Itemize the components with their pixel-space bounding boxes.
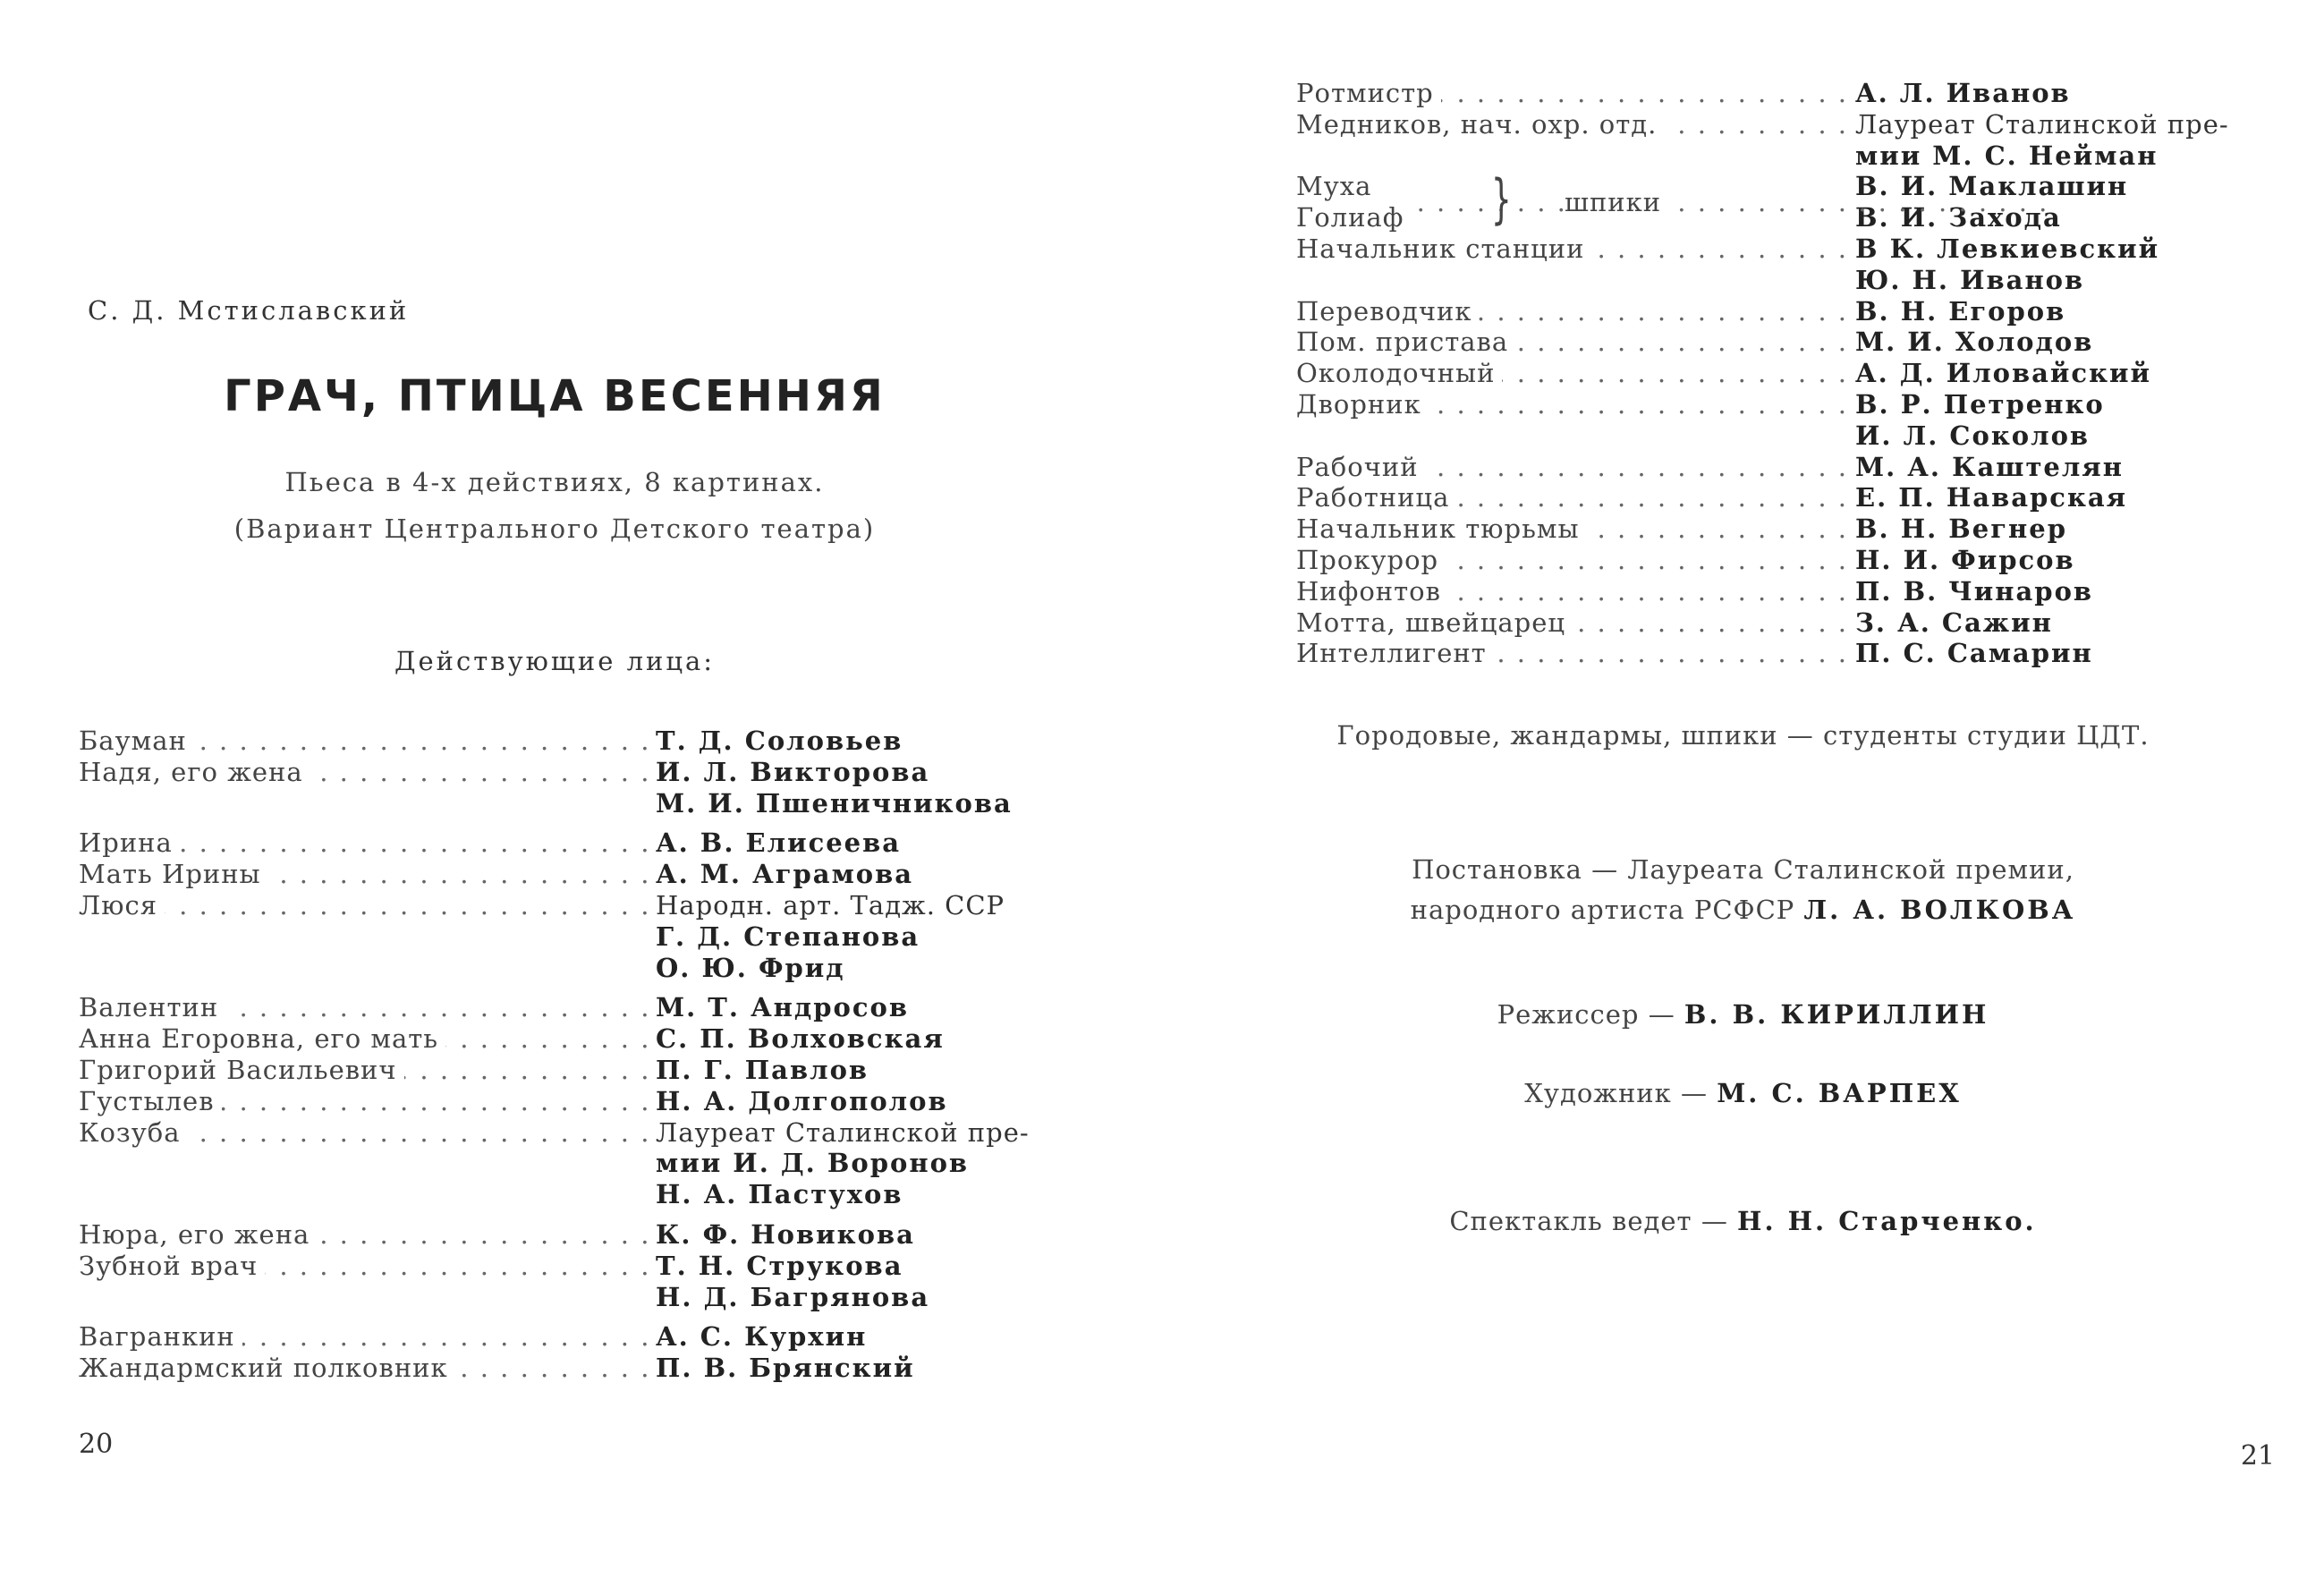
cast-role-name: Переводчик [1296,296,1479,327]
cast-actors [1855,233,2289,296]
play-subtitle: Пьеса в 4-х действиях, 8 картинах. [284,467,825,497]
actor-name: Е. П. Наварская [1855,482,2128,513]
cast-actors [656,1117,1072,1210]
cast-role-name: Рабочий [1296,452,1426,482]
brace-icon: } [1490,168,1513,232]
actor-name: А. Д. Иловайский [1855,358,2152,389]
cast-row [1296,638,2289,669]
cast-role [79,1023,656,1055]
page-number-right: 21 [2240,1440,2275,1472]
cast-role-name: Прокурор [1296,545,1446,575]
cast-actors [1855,513,2289,545]
cast-row [79,1321,1072,1353]
cast-role-name: Зубной врач [79,1251,265,1281]
cast-role-name: Бауман [79,725,194,756]
cast-role-name: Пом. пристава [1296,327,1515,357]
cast-role [79,827,656,859]
cast-role-name: Ирина [79,827,180,858]
play-title: ГРАЧ, ПТИЦА ВЕСЕННЯЯ [224,371,886,421]
cast-role [1296,358,1855,389]
director-label: Режиссер — [1497,999,1675,1030]
cast-role [79,1219,656,1251]
stage-manager-credit [1162,1206,2324,1236]
cast-row [79,1117,1072,1210]
cast-row [79,1023,1072,1055]
cast-role-name: Люся [79,890,165,920]
actor-name: П. В. Чинаров [1855,575,2094,607]
director-credit [1162,999,2324,1030]
cast-row [1296,482,2289,513]
cast-actors [656,1055,1072,1086]
cast-role-name: Надя, его жена [79,757,310,787]
cast-actors [1855,452,2289,483]
actor-name: А. С. Курхин [656,1321,868,1353]
cast-role-name: Мать Ирины [79,859,268,889]
cast-row [1296,358,2289,389]
cast-role [79,725,656,757]
cast-actors [1855,389,2289,452]
cast-actors [1855,482,2289,513]
actor-name: Лауреат Сталинской пре- [1855,108,2229,140]
actor-name: К. Ф. Новикова [656,1218,915,1250]
cast-row [1296,78,2289,109]
actor-name: М. А. Каштелян [1855,451,2124,482]
actor-name: мии И. Д. Воронов [656,1148,970,1179]
actor-name: А. М. Аграмова [656,859,914,890]
cast-role [1296,638,1855,669]
cast-role [1296,452,1855,483]
actor-name: В. И. Маклашин [1855,171,2129,202]
cast-role-name: Медников, нач. охр. отд. [1296,109,1664,140]
actor-name: Н. А. Долгополов [656,1085,948,1116]
cast-role-name: Околодочный [1296,358,1502,388]
actor-name: Т. Д. Соловьев [656,725,903,756]
actor-name: А. Л. Иванов [1855,78,2071,108]
cast-role [1296,296,1855,327]
cast-actors [656,1251,1072,1313]
cast-row [1296,607,2289,639]
actor-name: О. Ю. Фрид [656,952,845,983]
cast-role-name: Интеллигент [1296,638,1494,668]
actor-name: Народн. арт. Тадж. ССР [656,889,1005,920]
cast-row [1296,513,2289,545]
cast-role [79,1086,656,1117]
staging-title: народного артиста РСФСР [1410,895,1795,925]
cast-row [1296,233,2289,296]
cast-role [79,1055,656,1086]
artist-credit [1162,1078,2324,1108]
cast-actors [656,1219,1072,1251]
cast-role [1296,168,1855,233]
cast-actors [1855,296,2289,327]
cast-row [79,725,1072,757]
cast-role-name: Дворник [1296,389,1429,420]
cast-list-right [1296,78,2289,669]
cast-role-name: Нифонтов [1296,576,1448,607]
cast-actors [1855,607,2289,639]
cast-actors [1855,638,2289,669]
author: С. Д. Мстиславский [88,295,410,326]
actor-name: Н. А. Пастухов [656,1179,903,1210]
cast-actors [1855,327,2289,358]
cast-role [1296,109,1855,140]
cast-role [1296,327,1855,358]
actor-name: М. И. Холодов [1855,327,2094,358]
extras-note: Городовые, жандармы, шпики — студенты студии ЦДТ. [1336,720,2150,751]
cast-actors [1855,358,2289,389]
actor-name: А. В. Елисеева [656,827,902,859]
actor-name: Ю. Н. Иванов [1855,264,2085,295]
actor-name: М. Т. Андросов [656,992,910,1023]
cast-role [79,1353,656,1384]
cast-role [1296,233,1855,265]
cast-actors [656,757,1072,819]
cast-row [1296,545,2289,576]
cast-role [79,859,656,890]
cast-actors [656,1321,1072,1353]
cast-role-name: Начальник тюрьмы [1296,513,1587,544]
cast-group-label: шпики [1565,187,1668,218]
actor-name: П. Г. Павлов [656,1054,869,1085]
cast-row [1296,296,2289,327]
cast-role-name: Вагранкин [79,1321,242,1352]
cast-role [79,890,656,921]
cast-role-name: Анна Егоровна, его мать [79,1023,445,1054]
cast-role [1296,545,1855,576]
cast-role-name: Валентин [79,992,225,1022]
cast-row [1296,576,2289,607]
cast-row [79,890,1072,983]
cast-actors [656,992,1072,1023]
cast-row [1296,452,2289,483]
cast-role-name: Голиаф [1296,202,1404,233]
cast-role-name: Работница [1296,482,1456,513]
actor-name: Н. Д. Багрянова [656,1281,930,1312]
cast-row [79,757,1072,819]
cast-role [79,1117,656,1149]
staging-line-1: Постановка — Лауреата Сталинской премии, [1412,854,2074,885]
cast-list-left [79,725,1072,1384]
actor-name: П. В. Брянский [656,1353,915,1384]
cast-row [79,859,1072,890]
cast-role [79,992,656,1023]
cast-row [79,1219,1072,1251]
cast-role [79,757,656,788]
cast-role [1296,576,1855,607]
cast-row [79,827,1072,859]
cast-role-name: Козуба [79,1117,188,1148]
actor-name: П. С. Самарин [1855,638,2093,669]
artist-name: М. С. ВАРПЕХ [1717,1078,1962,1108]
artist-label: Художник — [1524,1078,1708,1108]
cast-role [1296,389,1855,420]
cast-role-name: Жандармский полковник [79,1353,455,1383]
cast-row [1296,109,2289,172]
cast-role [1296,607,1855,639]
cast-actors [1855,78,2289,109]
cast-role-name: Григорий Васильевич [79,1055,404,1085]
staging-line-2 [1162,890,2324,930]
cast-role [1296,513,1855,545]
cast-row [79,1251,1072,1313]
cast-row [79,1055,1072,1086]
cast-role-name: Ротмистр [1296,78,1441,108]
cast-actors [1855,576,2289,607]
play-variant: (Вариант Центрального Детского театра) [233,513,876,544]
page-number-left: 20 [79,1429,114,1460]
cast-actors [1855,545,2289,576]
director-name: В. В. КИРИЛЛИН [1684,999,1989,1030]
right-page [1162,0,2324,1578]
cast-row [1296,389,2289,452]
actor-name: И. Л. Викторова [656,756,930,787]
cast-role [79,1251,656,1282]
cast-role [79,1321,656,1353]
cast-actors [656,890,1072,983]
cast-actors [1855,109,2289,172]
cast-role [1296,78,1855,109]
cast-row [79,992,1072,1023]
cast-actors [656,827,1072,859]
cast-actors [656,1023,1072,1055]
cast-row [1296,327,2289,358]
cast-role-name: Нюра, его жена [79,1219,317,1250]
actor-name: мии М. С. Нейман [1855,140,2159,171]
actor-name: Н. И. Фирсов [1855,544,2075,575]
cast-row [1296,168,2289,233]
actor-name: Т. Н. Струкова [656,1250,903,1281]
cast-actors [656,725,1072,757]
cast-actors [656,1086,1072,1117]
actor-name: В. Н. Вегнер [1855,513,2067,545]
cast-row [79,1086,1072,1117]
actor-name: В К. Левкиевский [1855,233,2160,264]
stage-manager-name: Н. Н. Старченко. [1737,1206,2037,1236]
cast-role-name: Начальник станции [1296,233,1591,264]
actor-name: Лауреат Сталинской пре- [656,1116,1030,1148]
cast-heading: Действующие лица: [394,646,716,676]
actor-name: З. А. Сажин [1855,607,2053,638]
cast-role-name: Муха [1296,171,1372,202]
staging-credit [1162,850,2324,930]
cast-role-name: Мотта, швейцарец [1296,607,1573,638]
cast-row [79,1353,1072,1384]
actor-name: С. П. Волховская [656,1023,945,1055]
actor-name: М. И. Пшеничникова [656,787,1013,819]
stage-manager-label: Спектакль ведет — [1449,1206,1728,1236]
staging-name: Л. А. ВОЛКОВА [1803,895,2076,925]
actor-name: В. Н. Егоров [1855,295,2066,327]
actor-name: В. И. Захода [1855,202,2062,233]
cast-role [1296,482,1855,513]
cast-actors [656,859,1072,890]
cast-actors [656,1353,1072,1384]
actor-name: Г. Д. Степанова [656,920,920,952]
actor-name: В. Р. Петренко [1855,388,2105,420]
actor-name: И. Л. Соколов [1855,420,2091,451]
cast-role-name: Густылев [79,1086,222,1116]
